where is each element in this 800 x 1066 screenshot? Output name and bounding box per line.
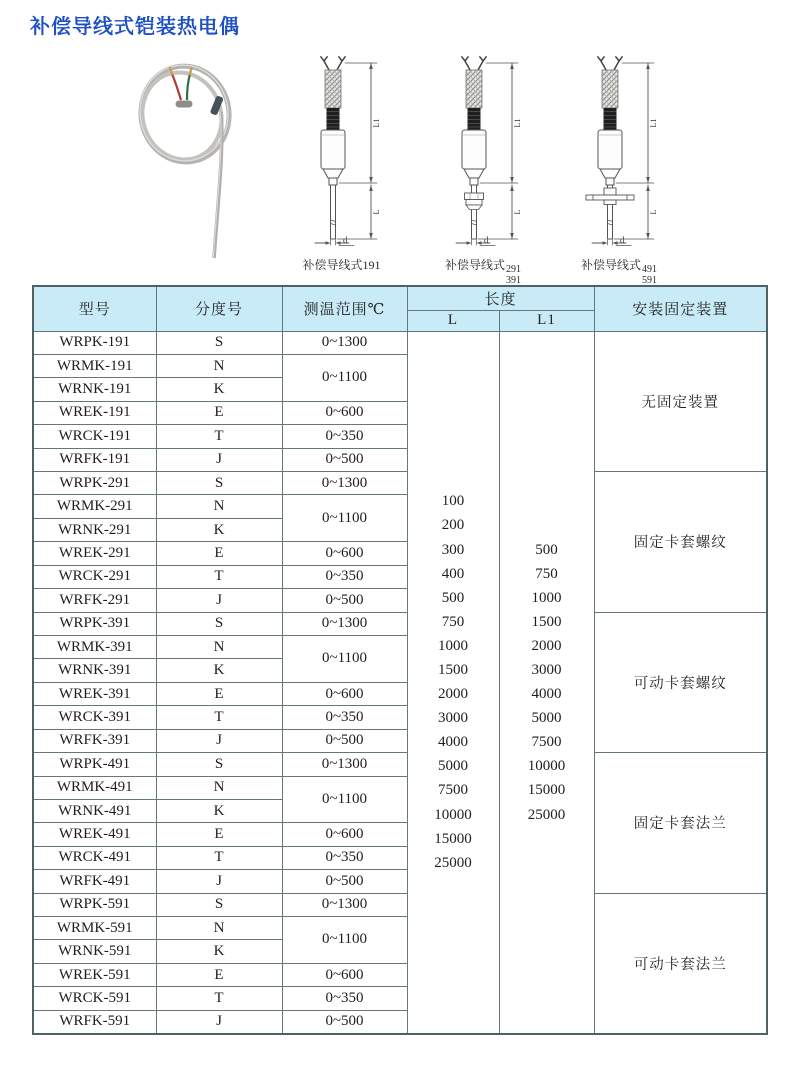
range-cell: 0~1100 <box>282 635 407 682</box>
diagram-491-591 <box>564 54 674 286</box>
graduation-cell: J <box>156 1010 282 1033</box>
range-cell: 0~1300 <box>282 753 407 776</box>
mount-cell: 可动卡套法兰 <box>594 893 767 1034</box>
mount-cell: 可动卡套螺纹 <box>594 612 767 753</box>
graduation-cell: N <box>156 635 282 658</box>
l-value: 5000 <box>438 758 468 775</box>
model-cell: WRNK-391 <box>33 659 156 682</box>
diagram-191 <box>287 54 397 273</box>
l-value: 100 <box>441 493 465 510</box>
range-cell: 0~600 <box>282 542 407 565</box>
figure-caption: 补偿导线式 491 591 <box>580 258 657 286</box>
range-cell: 0~350 <box>282 987 407 1010</box>
table-row <box>33 331 767 354</box>
graduation-cell: N <box>156 354 282 377</box>
graduation-cell: K <box>156 940 282 963</box>
l-value: 1000 <box>438 637 468 654</box>
range-cell: 0~1300 <box>282 612 407 635</box>
graduation-cell: T <box>156 565 282 588</box>
header-l1: L1 <box>499 310 594 331</box>
graduation-cell: N <box>156 917 282 940</box>
figure-caption: 补偿导线式 291 391 <box>444 258 521 286</box>
graduation-cell: J <box>156 870 282 893</box>
graduation-cell: T <box>156 425 282 448</box>
model-cell: WRFK-491 <box>33 870 156 893</box>
range-cell: 0~1300 <box>282 472 407 495</box>
graduation-cell: S <box>156 612 282 635</box>
model-cell: WRFK-391 <box>33 729 156 752</box>
diagram-291-391 <box>428 54 538 286</box>
graduation-cell: E <box>156 542 282 565</box>
range-cell: 0~600 <box>282 963 407 986</box>
l1-value: 1000 <box>531 589 562 606</box>
page-title: 补偿导线式铠装热电偶 <box>30 14 240 38</box>
model-cell: WRCK-491 <box>33 846 156 869</box>
l-value: 1500 <box>438 661 468 678</box>
l-value: 500 <box>441 589 465 606</box>
graduation-cell: N <box>156 776 282 799</box>
graduation-cell: T <box>156 846 282 869</box>
l-value-list <box>408 489 499 875</box>
model-cell: WRPK-591 <box>33 893 156 916</box>
range-cell: 0~500 <box>282 1010 407 1033</box>
header-mount: 安装固定装置 <box>594 286 767 331</box>
l-value: 15000 <box>434 830 472 847</box>
header-length: 长度 <box>407 286 594 310</box>
graduation-cell: E <box>156 401 282 424</box>
mount-cell: 固定卡套法兰 <box>594 753 767 894</box>
graduation-cell: S <box>156 893 282 916</box>
graduation-cell: E <box>156 963 282 986</box>
l-value: 2000 <box>438 686 468 703</box>
l1-value: 25000 <box>527 806 566 823</box>
header-range: 测温范围℃ <box>282 286 407 331</box>
l-value: 400 <box>441 565 465 582</box>
model-cell: WRPK-291 <box>33 472 156 495</box>
model-cell: WRCK-391 <box>33 706 156 729</box>
model-cell: WRMK-291 <box>33 495 156 518</box>
spec-table <box>32 285 768 1035</box>
graduation-cell: K <box>156 799 282 822</box>
table-row <box>33 893 767 916</box>
model-cell: WREK-491 <box>33 823 156 846</box>
l-value: 750 <box>441 613 465 630</box>
model-cell: WRMK-191 <box>33 354 156 377</box>
graduation-cell: J <box>156 589 282 612</box>
length-l-cell <box>407 331 499 1034</box>
model-cell: WRNK-491 <box>33 799 156 822</box>
graduation-cell: S <box>156 753 282 776</box>
graduation-cell: K <box>156 378 282 401</box>
model-cell: WRPK-191 <box>33 331 156 354</box>
l-value: 4000 <box>438 734 468 751</box>
header-l: L <box>407 310 499 331</box>
model-cell: WRMK-491 <box>33 776 156 799</box>
l-value: 200 <box>441 517 465 534</box>
header-row-1 <box>33 286 767 310</box>
l1-value: 7500 <box>531 734 562 751</box>
l1-value: 1500 <box>531 613 562 630</box>
threaded-ferrule <box>465 193 484 210</box>
range-cell: 0~1100 <box>282 776 407 823</box>
range-cell: 0~350 <box>282 565 407 588</box>
l1-value: 3000 <box>531 661 562 678</box>
thermocouple-photo <box>125 52 265 262</box>
l-value: 7500 <box>438 782 468 799</box>
graduation-cell: K <box>156 518 282 541</box>
model-cell: WRNK-591 <box>33 940 156 963</box>
l-value: 300 <box>441 541 465 558</box>
model-cell: WRMK-391 <box>33 635 156 658</box>
model-cell: WREK-391 <box>33 682 156 705</box>
graduation-cell: T <box>156 987 282 1010</box>
range-cell: 0~1100 <box>282 354 407 401</box>
table-row <box>33 753 767 776</box>
graduation-cell: N <box>156 495 282 518</box>
flange <box>586 188 634 205</box>
l1-value: 4000 <box>531 686 562 703</box>
model-cell: WRCK-191 <box>33 425 156 448</box>
range-cell: 0~500 <box>282 589 407 612</box>
figure-caption: 补偿导线式191 <box>302 258 381 272</box>
model-cell: WRCK-591 <box>33 987 156 1010</box>
model-cell: WREK-291 <box>33 542 156 565</box>
range-cell: 0~600 <box>282 682 407 705</box>
graduation-cell: S <box>156 331 282 354</box>
model-cell: WRNK-191 <box>33 378 156 401</box>
range-cell: 0~350 <box>282 706 407 729</box>
model-cell: WREK-191 <box>33 401 156 424</box>
graduation-cell: T <box>156 706 282 729</box>
graduation-cell: J <box>156 448 282 471</box>
l1-value: 10000 <box>527 758 566 775</box>
l-value: 25000 <box>434 854 472 871</box>
range-cell: 0~500 <box>282 729 407 752</box>
range-cell: 0~1300 <box>282 893 407 916</box>
range-cell: 0~350 <box>282 425 407 448</box>
graduation-cell: E <box>156 823 282 846</box>
model-cell: WRFK-591 <box>33 1010 156 1033</box>
header-graduation: 分度号 <box>156 286 282 331</box>
model-cell: WRPK-491 <box>33 753 156 776</box>
model-cell: WRFK-291 <box>33 589 156 612</box>
table-body <box>33 331 767 1034</box>
graduation-cell: K <box>156 659 282 682</box>
table-row <box>33 612 767 635</box>
graduation-cell: S <box>156 472 282 495</box>
model-cell: WRPK-391 <box>33 612 156 635</box>
range-cell: 0~600 <box>282 401 407 424</box>
l-value: 3000 <box>438 710 468 727</box>
model-cell: WRNK-291 <box>33 518 156 541</box>
range-cell: 0~500 <box>282 870 407 893</box>
graduation-cell: E <box>156 682 282 705</box>
model-cell: WRMK-591 <box>33 917 156 940</box>
range-cell: 0~500 <box>282 448 407 471</box>
range-cell: 0~1100 <box>282 495 407 542</box>
mount-cell: 无固定装置 <box>594 331 767 472</box>
graduation-cell: J <box>156 729 282 752</box>
l1-value: 500 <box>535 541 558 558</box>
mount-cell: 固定卡套螺纹 <box>594 472 767 613</box>
length-l1-cell <box>499 331 594 1034</box>
l1-value: 2000 <box>531 637 562 654</box>
range-cell: 0~1100 <box>282 917 407 964</box>
l1-value: 750 <box>535 565 558 582</box>
l1-value: 15000 <box>527 782 566 799</box>
model-cell: WRFK-191 <box>33 448 156 471</box>
model-cell: WRCK-291 <box>33 565 156 588</box>
range-cell: 0~1300 <box>282 331 407 354</box>
model-cell: WREK-591 <box>33 963 156 986</box>
range-cell: 0~350 <box>282 846 407 869</box>
l-value: 10000 <box>434 806 472 823</box>
range-cell: 0~600 <box>282 823 407 846</box>
l1-value: 5000 <box>531 710 562 727</box>
table-row <box>33 472 767 495</box>
l1-value-list <box>500 538 594 827</box>
header-model: 型号 <box>33 286 156 331</box>
